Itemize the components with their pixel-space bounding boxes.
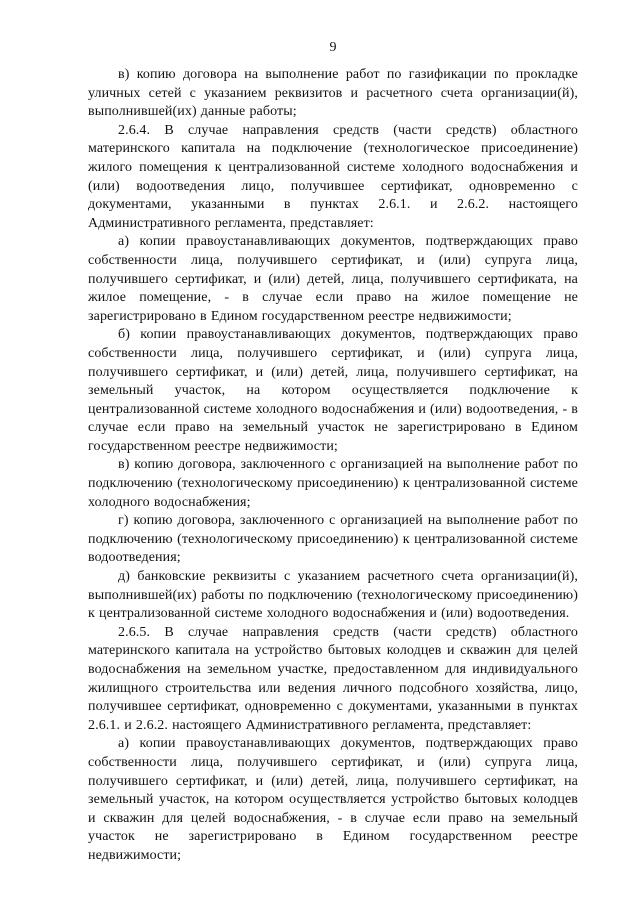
paragraph-item-v-water-supply-contract: в) копию договора, заключенного с организацией на выполнение работ по подключению (технологическому присоединению) к централизованной системе холодного водоснабжения;: [88, 457, 578, 510]
page-number: 9: [329, 40, 337, 55]
paragraph-2-6-5: 2.6.5. В случае направления средств (части средств) областного материнского капитала на устройство бытовых колодцев и скважин для целей водоснабжения на земельном участке, предоставленном для индивидуального жилищного строительства или ведения личного подсобного хозяйства, лицо, получившее сертификат, одновременно с документами, указанными в пунктах 2.6.1. и 2.6.2. настоящего Административного регламента, представляет:: [88, 624, 578, 733]
paragraph-2-6-4: 2.6.4. В случае направления средств (части средств) областного материнского капитала на подключение (технологическое присоединение) жилого помещения к централизованной системе холодного водоснабжения и (или) водоотведения лицо, получившее сертификат, одновременно с документами, указанными в пунктах 2.6.1. и 2.6.2. настоящего Административного регламента, представляет:: [88, 122, 578, 231]
paragraph-item-g-sewerage-contract: г) копию договора, заключенного с организацией на выполнение работ по подключению (технологическому присоединению) к централизованной системе водоотведения;: [88, 513, 578, 566]
paragraph-item-a-ownership-wells: а) копии правоустанавливающих документов, подтверждающих право собственности лица, получившего сертификат, и (или) супруга лица, получившего сертификат, и (или) детей, лица, получившего сертификат, на земельный участок, на котором осуществляется устройство бытовых колодцев и скважин для целей водоснабжения, - в случае если право на земельный участок не зарегистрировано в Едином государственном реестре недвижимости;: [88, 736, 578, 863]
paragraph-item-b-ownership-land: б) копии правоустанавливающих документов, подтверждающих право собственности лица, получившего сертификат, и (или) супруга лица, получившего сертификат, и (или) детей, лица, получившего сертификат, на земельный участок, на котором осуществляется подключение к централизованной системе холодного водоснабжения и (или) водоотведения, - в случае если право на земельный участок не зарегистрировано в Едином государственном реестре недвижимости;: [88, 327, 579, 454]
paragraph-item-d-bank-details: д) банковские реквизиты с указанием расчетного счета организации(й), выполнившей(их) работы по подключению (технологическому присоединению) к централизованной системе холодного водоснабжения и (или) водоотведения.: [88, 569, 578, 622]
paragraph-item-v-gas-contract: в) копию договора на выполнение работ по газификации по прокладке уличных сетей с указанием реквизитов и расчетного счета организации(й), выполнившей(их) данные работы;: [88, 67, 578, 120]
document-page: [88, 40, 578, 866]
paragraph-item-a-ownership-dwelling: а) копии правоустанавливающих документов, подтверждающих право собственности лица, получившего сертификат, и (или) супруга лица, получившего сертификат, и (или) детей, лица, получившего сертификата, на жилое помещение, - в случае если право на жилое помещение не зарегистрировано в Едином государственном реестре недвижимости;: [88, 234, 578, 324]
